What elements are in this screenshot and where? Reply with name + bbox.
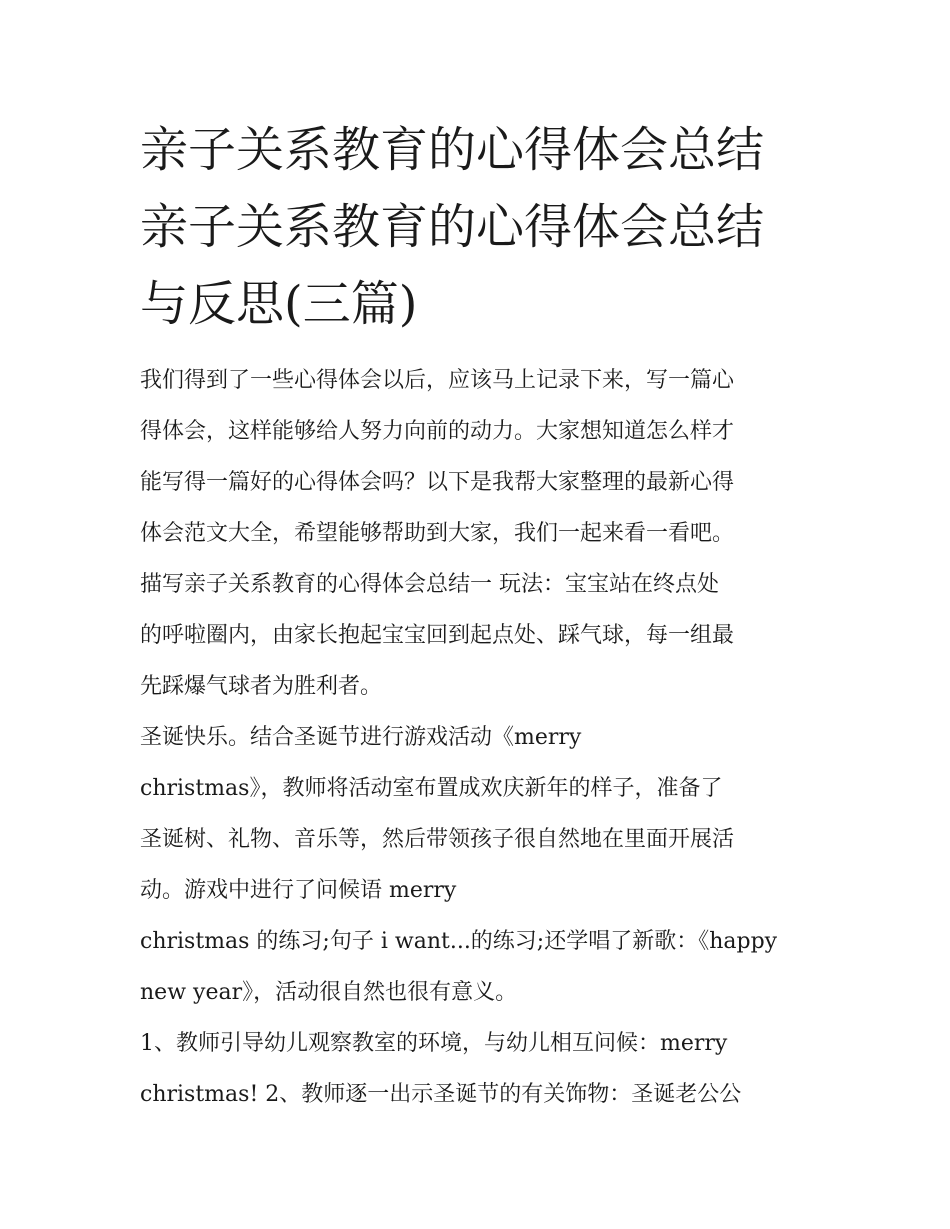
body-line: 圣诞快乐。结合圣诞节进行游戏活动《merry	[140, 725, 582, 750]
body-line: 描写亲子关系教育的心得体会总结一 玩法：宝宝站在终点处	[140, 572, 719, 597]
title-line: 亲子关系教育的心得体会总结	[140, 199, 765, 255]
body-line: christmas! 2、教师逐一出示圣诞节的有关饰物：圣诞老公公	[140, 1082, 742, 1107]
document-title	[140, 112, 815, 343]
body-line: 先踩爆气球者为胜利者。	[140, 674, 383, 699]
title-line: 亲子关系教育的心得体会总结	[140, 122, 765, 178]
body-line: 动。游戏中进行了问候语 merry	[140, 878, 457, 903]
body-line: christmas 的练习;句子 i want...的练习;还学唱了新歌：《happy	[140, 929, 778, 954]
document-page	[140, 112, 815, 1120]
body-line: 能写得一篇好的心得体会吗？以下是我帮大家整理的最新心得	[140, 470, 735, 495]
document-body	[140, 355, 815, 1120]
body-line: 的呼啦圈内，由家长抱起宝宝回到起点处、踩气球，每一组最	[140, 623, 735, 648]
body-line: 1、教师引导幼儿观察教室的环境，与幼儿相互问候：merry	[140, 1031, 728, 1056]
body-line: 圣诞树、礼物、音乐等，然后带领孩子很自然地在里面开展活	[140, 827, 735, 852]
body-line: 我们得到了一些心得体会以后，应该马上记录下来，写一篇心	[140, 368, 735, 393]
title-line: 与反思(三篇)	[140, 276, 418, 332]
body-line: 体会范文大全，希望能够帮助到大家，我们一起来看一看吧。	[140, 521, 735, 546]
body-line: christmas》，教师将活动室布置成欢庆新年的样子，准备了	[140, 776, 723, 801]
body-line: 得体会，这样能够给人努力向前的动力。大家想知道怎么样才	[140, 419, 735, 444]
body-line: new year》，活动很自然也很有意义。	[140, 980, 518, 1005]
